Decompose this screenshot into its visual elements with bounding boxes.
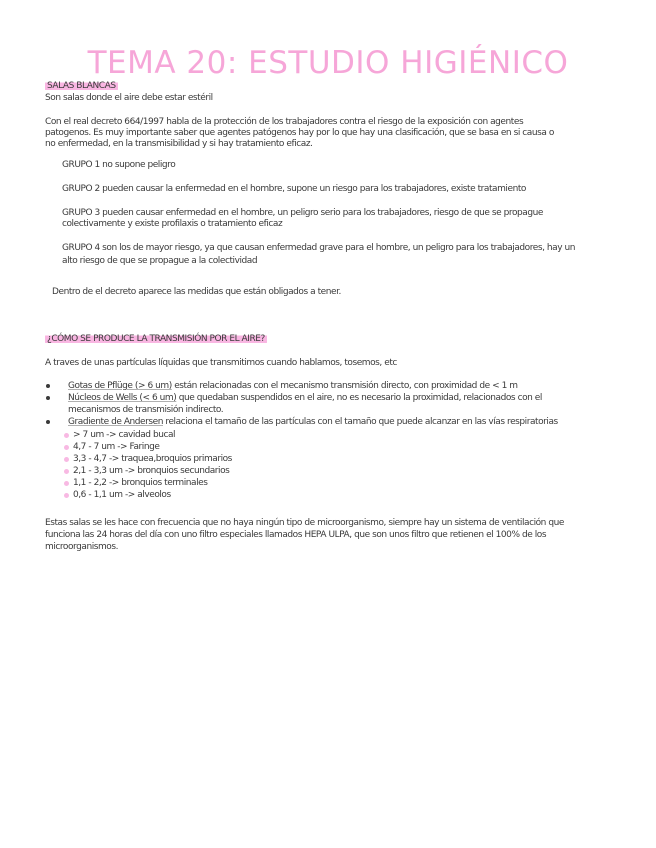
pink-bullet-dot (64, 457, 69, 462)
decree-paragraph-line-3: no enfermedad, en la transmisibilidad y si hay tratamiento eficaz. (45, 139, 313, 149)
page-title: TEMA 20: ESTUDIO HIGIÉNICO (87, 44, 569, 81)
closing-paragraph-line-3: microorganismos. (45, 542, 119, 552)
term-nucleos-wells: Núcleos de Wells (< 6 um) (68, 393, 177, 403)
bullet-nucleos-wells (68, 392, 542, 404)
pink-bullet-dot (64, 445, 69, 450)
pink-bullet-dot (64, 469, 69, 474)
salas-intro: Son salas donde el aire debe estar estéril (45, 93, 213, 103)
pink-bullet-dot (64, 481, 69, 486)
bullet-gradiente-andersen (68, 416, 558, 428)
sub-item-2: 4,7 - 7 um -> Faringe (73, 442, 160, 452)
heading-highlight: SALAS BLANCAS (47, 81, 116, 91)
bullet-gradiente-text: relaciona el tamaño de las partículas con el tamaño que puede alcanzar en las vías respiratorias (162, 417, 558, 427)
group-4-line-2: alto riesgo de que se propague a la colectividad (62, 256, 258, 266)
decree-paragraph-line-2: patogenos. Es muy importante saber que agentes patógenos hay por lo que hay una clasificación, que se basa en si causa o (45, 128, 554, 138)
group-3-line-2: colectivamente y existe profilaxis o tratamiento eficaz (62, 219, 283, 229)
decree-measures-text: Dentro de el decreto aparece las medidas que están obligados a tener. (52, 287, 341, 297)
pink-bullet-dot (64, 433, 69, 438)
pink-bullet-dot (64, 493, 69, 498)
decree-paragraph-line-1: Con el real decreto 664/1997 habla de la protección de los trabajadores contra el riesgo de la exposición con agentes (45, 117, 524, 127)
group-3-line-1: GRUPO 3 pueden causar enfermedad en el hombre, un peligro serio para los trabajadores, riesgo de que se propague (62, 208, 543, 218)
transmision-intro: A traves de unas partículas líquidas que transmitimos cuando hablamos, tosemos, etc (45, 358, 397, 368)
bullet-dot (46, 396, 50, 400)
term-gradiente-andersen: Gradiente de Andersen (68, 417, 163, 427)
sub-item-5: 1,1 - 2,2 -> bronquios terminales (73, 478, 208, 488)
closing-paragraph-line-2: funciona las 24 horas del día con uno filtro especiales llamados HEPA ULPA, que son unos filtro que retienen el 100% de los (45, 530, 547, 540)
group-2-text: GRUPO 2 pueden causar la enfermedad en el hombre, supone un riesgo para los trabajadores, existe tratamiento (62, 184, 526, 194)
sub-item-3: 3,3 - 4,7 -> traquea,broquios primarios (73, 454, 232, 464)
section-heading-transmision (45, 333, 267, 345)
bullet-gotas-text: están relacionadas con el mecanismo transmisión directo, con proximidad de < 1 m (171, 381, 518, 391)
bullet-nucleos-text: que quedaban suspendidos en el aire, no es necesario la proximidad, relacionados con el (176, 393, 542, 403)
group-4-line-1: GRUPO 4 son los de mayor riesgo, ya que causan enfermedad grave para el hombre, un peligro para los trabajadores, hay un (62, 243, 576, 253)
sub-item-4: 2,1 - 3,3 um -> bronquios secundarios (73, 466, 230, 476)
closing-paragraph-line-1: Estas salas se les hace con frecuencia que no haya ningún tipo de microorganismo, siempre hay un sistema de ventilación que (45, 518, 564, 528)
term-gotas-pfluge: Gotas de Pflüge (> 6 um) (68, 381, 172, 391)
sub-item-1: > 7 um -> cavidad bucal (73, 430, 176, 440)
sub-item-6: 0,6 - 1,1 um -> alveolos (73, 490, 171, 500)
section-heading-salas-blancas (45, 80, 118, 92)
group-1-text: GRUPO 1 no supone peligro (62, 160, 176, 170)
bullet-dot (46, 384, 50, 388)
bullet-gotas-pfluge (68, 380, 518, 392)
bullet-dot (46, 420, 50, 424)
bullet-nucleos-line-2: mecanismos de transmisión indirecto. (68, 405, 224, 415)
heading-highlight: ¿CÓMO SE PRODUCE LA TRANSMISIÓN POR EL AIRE? (47, 334, 265, 344)
